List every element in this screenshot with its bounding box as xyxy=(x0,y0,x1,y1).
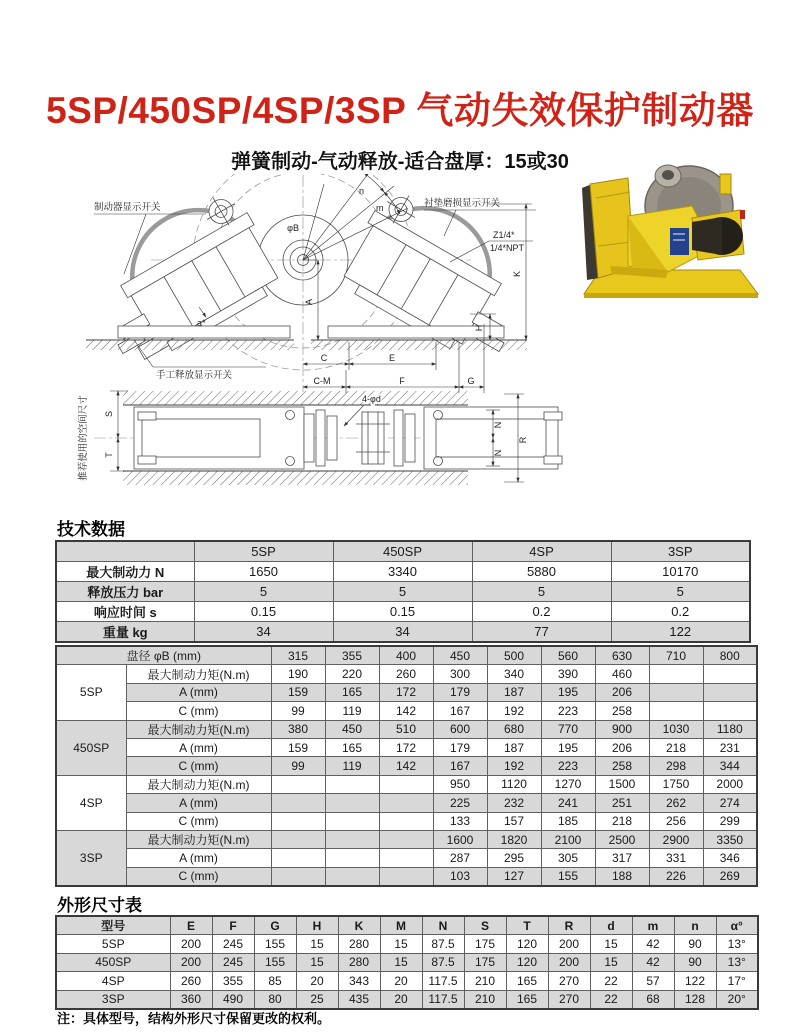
diameter-cell: 450 xyxy=(433,646,487,665)
footer-note: 注：具体型号，结构外形尺寸保留更改的权利。 xyxy=(57,1011,331,1026)
value-cell: 15 xyxy=(590,935,632,953)
row-label: 最大制动力 N xyxy=(56,562,194,582)
column-header: n xyxy=(674,916,716,935)
value-cell: 3350 xyxy=(703,830,757,848)
product-photo xyxy=(572,158,772,300)
value-cell xyxy=(271,775,325,793)
value-cell: 298 xyxy=(649,757,703,775)
value-cell: 165 xyxy=(506,990,548,1009)
value-cell: 460 xyxy=(595,665,649,683)
label-manual-release-switch: 手工释放显示开关 xyxy=(156,370,233,381)
dimension-table xyxy=(55,915,759,1010)
column-header: N xyxy=(422,916,464,935)
column-header: 3SP xyxy=(611,541,750,562)
model-cell: 4SP xyxy=(56,775,126,830)
value-cell: 450 xyxy=(325,720,379,738)
tech-data-row xyxy=(56,562,750,582)
value-cell: 5 xyxy=(472,582,611,602)
value-cell: 133 xyxy=(433,812,487,830)
value-cell xyxy=(649,702,703,720)
value-cell: 300 xyxy=(433,665,487,683)
value-cell: 77 xyxy=(472,622,611,643)
value-cell: 142 xyxy=(379,757,433,775)
value-cell: 34 xyxy=(333,622,472,643)
torque-data-row xyxy=(56,738,757,756)
value-cell: 251 xyxy=(595,794,649,812)
diameter-cell: 710 xyxy=(649,646,703,665)
dim-H: H xyxy=(474,324,484,332)
value-cell: 192 xyxy=(487,757,541,775)
torque-data-row xyxy=(56,665,757,683)
value-cell: 344 xyxy=(703,757,757,775)
value-cell: 226 xyxy=(649,867,703,886)
value-cell xyxy=(271,867,325,886)
value-cell: 34 xyxy=(194,622,333,643)
value-cell: 119 xyxy=(325,757,379,775)
column-header: R xyxy=(548,916,590,935)
tech-data-row xyxy=(56,582,750,602)
value-cell: 128 xyxy=(674,990,716,1009)
column-header: M xyxy=(380,916,422,935)
value-cell: 185 xyxy=(541,812,595,830)
value-cell: 122 xyxy=(674,972,716,990)
value-cell: 435 xyxy=(338,990,380,1009)
value-cell: 159 xyxy=(271,683,325,701)
dim-C: C xyxy=(320,353,328,363)
value-cell: 680 xyxy=(487,720,541,738)
value-cell: 90 xyxy=(674,953,716,971)
value-cell: 103 xyxy=(433,867,487,886)
value-cell: 142 xyxy=(379,702,433,720)
value-cell: 600 xyxy=(433,720,487,738)
value-cell: 1120 xyxy=(487,775,541,793)
value-cell: 5 xyxy=(611,582,750,602)
torque-data-row xyxy=(56,757,757,775)
column-header xyxy=(56,541,194,562)
value-cell: 380 xyxy=(271,720,325,738)
value-cell xyxy=(703,683,757,701)
diameter-header: 盘径 φB (mm) xyxy=(56,646,271,665)
value-cell: 42 xyxy=(632,935,674,953)
value-cell: 245 xyxy=(212,935,254,953)
row-label: C (mm) xyxy=(126,757,271,775)
value-cell xyxy=(325,794,379,812)
value-cell: 155 xyxy=(254,953,296,971)
value-cell: 179 xyxy=(433,683,487,701)
value-cell: 200 xyxy=(548,935,590,953)
dim-m: m xyxy=(376,203,384,213)
column-header: d xyxy=(590,916,632,935)
value-cell: 241 xyxy=(541,794,595,812)
value-cell xyxy=(379,830,433,848)
value-cell: 167 xyxy=(433,757,487,775)
row-label: A (mm) xyxy=(126,794,271,812)
value-cell: 15 xyxy=(380,953,422,971)
value-cell: 85 xyxy=(254,972,296,990)
page-title: 5SP/450SP/4SP/3SP 气动失效保护制动器 xyxy=(46,90,754,131)
dim-data-row xyxy=(56,935,758,953)
value-cell xyxy=(325,812,379,830)
value-cell: 165 xyxy=(325,683,379,701)
value-cell: 20 xyxy=(380,972,422,990)
torque-data-row xyxy=(56,794,757,812)
value-cell: 175 xyxy=(464,953,506,971)
dim-T: T xyxy=(104,452,114,458)
value-cell xyxy=(325,775,379,793)
value-cell: 15 xyxy=(296,953,338,971)
torque-data-row xyxy=(56,702,757,720)
value-cell: 187 xyxy=(487,683,541,701)
dim-N1: N xyxy=(493,421,503,429)
column-header: E xyxy=(170,916,212,935)
tech-data-row xyxy=(56,602,750,622)
value-cell: 99 xyxy=(271,757,325,775)
value-cell: 262 xyxy=(649,794,703,812)
plan-left-body xyxy=(134,407,337,469)
value-cell: 42 xyxy=(632,953,674,971)
value-cell: 87.5 xyxy=(422,935,464,953)
value-cell: 1500 xyxy=(595,775,649,793)
value-cell: 117.5 xyxy=(422,990,464,1009)
tech-data-table xyxy=(55,540,751,643)
column-header: H xyxy=(296,916,338,935)
diameter-cell: 630 xyxy=(595,646,649,665)
dim-F: F xyxy=(399,376,405,386)
value-cell: 231 xyxy=(703,738,757,756)
diameter-cell: 500 xyxy=(487,646,541,665)
value-cell: 232 xyxy=(487,794,541,812)
value-cell: 159 xyxy=(271,738,325,756)
value-cell: 245 xyxy=(212,953,254,971)
value-cell: 1030 xyxy=(649,720,703,738)
dim-data-row xyxy=(56,972,758,990)
value-cell: 258 xyxy=(595,757,649,775)
value-cell: 346 xyxy=(703,849,757,867)
value-cell xyxy=(379,794,433,812)
dim-A: A xyxy=(304,298,314,306)
value-cell: 20 xyxy=(296,972,338,990)
value-cell: 280 xyxy=(338,953,380,971)
value-cell: 5 xyxy=(333,582,472,602)
value-cell: 90 xyxy=(674,935,716,953)
model-cell: 450SP xyxy=(56,720,126,775)
page-subtitle: 弹簧制动-气动释放-适合盘厚：15或30 xyxy=(231,151,569,173)
value-cell: 192 xyxy=(487,702,541,720)
label-brake-switch: 制动器显示开关 xyxy=(94,202,161,213)
value-cell xyxy=(703,702,757,720)
column-header: F xyxy=(212,916,254,935)
value-cell: 15 xyxy=(380,935,422,953)
value-cell: 210 xyxy=(464,990,506,1009)
row-label: 重量 kg xyxy=(56,622,194,643)
label-bolt-holes: 4-φd xyxy=(362,394,381,404)
value-cell: 157 xyxy=(487,812,541,830)
value-cell: 13° xyxy=(716,935,758,953)
dimension-heading: 外形尺寸表 xyxy=(57,896,142,915)
value-cell: 260 xyxy=(170,972,212,990)
value-cell xyxy=(271,849,325,867)
value-cell: 165 xyxy=(506,972,548,990)
value-cell: 5 xyxy=(194,582,333,602)
value-cell: 260 xyxy=(379,665,433,683)
value-cell: 280 xyxy=(338,935,380,953)
value-cell: 355 xyxy=(212,972,254,990)
value-cell: 120 xyxy=(506,935,548,953)
diameter-cell: 400 xyxy=(379,646,433,665)
value-cell: 270 xyxy=(548,972,590,990)
value-cell xyxy=(649,665,703,683)
value-cell: 120 xyxy=(506,953,548,971)
column-header: 5SP xyxy=(194,541,333,562)
value-cell: 274 xyxy=(703,794,757,812)
value-cell: 87.5 xyxy=(422,953,464,971)
torque-data-row xyxy=(56,830,757,848)
value-cell: 15 xyxy=(296,935,338,953)
value-cell xyxy=(271,830,325,848)
torque-table xyxy=(55,645,758,887)
value-cell: 490 xyxy=(212,990,254,1009)
value-cell: 13° xyxy=(716,953,758,971)
value-cell xyxy=(379,867,433,886)
dim-phiB: φB xyxy=(287,223,299,233)
value-cell: 117.5 xyxy=(422,972,464,990)
value-cell: 223 xyxy=(541,757,595,775)
diameter-cell: 355 xyxy=(325,646,379,665)
value-cell: 200 xyxy=(548,953,590,971)
value-cell: 187 xyxy=(487,738,541,756)
diameter-cell: 560 xyxy=(541,646,595,665)
model-cell: 450SP xyxy=(56,953,170,971)
value-cell: 25 xyxy=(296,990,338,1009)
value-cell: 17° xyxy=(716,972,758,990)
value-cell xyxy=(379,849,433,867)
row-label: 最大制动力矩(N.m) xyxy=(126,665,271,683)
torque-data-row xyxy=(56,867,757,886)
torque-data-row xyxy=(56,849,757,867)
value-cell xyxy=(649,683,703,701)
value-cell: 287 xyxy=(433,849,487,867)
value-cell: 220 xyxy=(325,665,379,683)
dim-data-row xyxy=(56,990,758,1009)
value-cell xyxy=(379,775,433,793)
dim-a: a* xyxy=(197,318,206,328)
row-label: C (mm) xyxy=(126,702,271,720)
column-header: 型号 xyxy=(56,916,170,935)
value-cell: 179 xyxy=(433,738,487,756)
value-cell: 1820 xyxy=(487,830,541,848)
value-cell: 22 xyxy=(590,990,632,1009)
torque-data-row xyxy=(56,720,757,738)
value-cell: 122 xyxy=(611,622,750,643)
value-cell: 218 xyxy=(595,812,649,830)
name-plate xyxy=(670,228,689,255)
value-cell xyxy=(703,665,757,683)
value-cell: 195 xyxy=(541,738,595,756)
value-cell xyxy=(271,812,325,830)
value-cell: 0.2 xyxy=(611,602,750,622)
value-cell: 1750 xyxy=(649,775,703,793)
value-cell: 206 xyxy=(595,738,649,756)
value-cell: 317 xyxy=(595,849,649,867)
label-thread-bottom: 1/4*NPT xyxy=(490,243,525,253)
row-label: A (mm) xyxy=(126,738,271,756)
value-cell: 1270 xyxy=(541,775,595,793)
value-cell: 0.2 xyxy=(472,602,611,622)
value-cell: 2900 xyxy=(649,830,703,848)
value-cell: 172 xyxy=(379,738,433,756)
value-cell: 200 xyxy=(170,953,212,971)
value-cell: 155 xyxy=(254,935,296,953)
value-cell: 5880 xyxy=(472,562,611,582)
value-cell: 167 xyxy=(433,702,487,720)
dim-header-row xyxy=(56,916,758,935)
dim-E: E xyxy=(388,353,396,363)
bottom-wall xyxy=(123,471,468,485)
model-cell: 3SP xyxy=(56,990,170,1009)
value-cell xyxy=(379,812,433,830)
row-label: A (mm) xyxy=(126,849,271,867)
row-label: 最大制动力矩(N.m) xyxy=(126,775,271,793)
label-pad-wear-switch: 衬垫磨损显示开关 xyxy=(424,198,501,209)
top-wall xyxy=(123,391,468,405)
column-header: 4SP xyxy=(472,541,611,562)
column-header: T xyxy=(506,916,548,935)
diameter-cell: 315 xyxy=(271,646,325,665)
column-header: α° xyxy=(716,916,758,935)
value-cell: 225 xyxy=(433,794,487,812)
value-cell: 360 xyxy=(170,990,212,1009)
dim-CM: C-M xyxy=(313,376,331,386)
value-cell: 218 xyxy=(649,738,703,756)
value-cell: 2500 xyxy=(595,830,649,848)
dim-N2: N xyxy=(493,449,503,457)
value-cell: 950 xyxy=(433,775,487,793)
value-cell xyxy=(271,794,325,812)
value-cell: 15 xyxy=(590,953,632,971)
dim-n: n xyxy=(359,186,365,196)
dim-S: S xyxy=(104,410,114,418)
column-header: 450SP xyxy=(333,541,472,562)
technical-drawing xyxy=(56,174,570,512)
torque-header-row xyxy=(56,646,757,665)
value-cell: 10170 xyxy=(611,562,750,582)
row-label: A (mm) xyxy=(126,683,271,701)
model-cell: 3SP xyxy=(56,830,126,886)
torque-data-row xyxy=(56,775,757,793)
value-cell: 155 xyxy=(541,867,595,886)
value-cell: 188 xyxy=(595,867,649,886)
value-cell: 1650 xyxy=(194,562,333,582)
value-cell: 190 xyxy=(271,665,325,683)
dim-K: K xyxy=(512,270,522,278)
value-cell: 3340 xyxy=(333,562,472,582)
dim-data-row xyxy=(56,953,758,971)
label-space-note: 推荐使用的空间尺寸 xyxy=(78,395,89,481)
row-label: 最大制动力矩(N.m) xyxy=(126,830,271,848)
value-cell: 256 xyxy=(649,812,703,830)
value-cell: 20° xyxy=(716,990,758,1009)
value-cell: 0.15 xyxy=(194,602,333,622)
value-cell: 305 xyxy=(541,849,595,867)
value-cell: 2000 xyxy=(703,775,757,793)
row-label: C (mm) xyxy=(126,867,271,886)
value-cell: 127 xyxy=(487,867,541,886)
value-cell: 80 xyxy=(254,990,296,1009)
column-header: G xyxy=(254,916,296,935)
value-cell: 210 xyxy=(464,972,506,990)
value-cell: 175 xyxy=(464,935,506,953)
value-cell: 1180 xyxy=(703,720,757,738)
model-cell: 4SP xyxy=(56,972,170,990)
value-cell: 510 xyxy=(379,720,433,738)
value-cell: 270 xyxy=(548,990,590,1009)
value-cell: 172 xyxy=(379,683,433,701)
row-label: 最大制动力矩(N.m) xyxy=(126,720,271,738)
row-label: 释放压力 bar xyxy=(56,582,194,602)
value-cell: 295 xyxy=(487,849,541,867)
value-cell: 299 xyxy=(703,812,757,830)
column-header: m xyxy=(632,916,674,935)
value-cell: 900 xyxy=(595,720,649,738)
diameter-cell: 800 xyxy=(703,646,757,665)
value-cell: 99 xyxy=(271,702,325,720)
tech-data-row xyxy=(56,622,750,643)
row-label: C (mm) xyxy=(126,812,271,830)
torque-data-row xyxy=(56,812,757,830)
torque-data-row xyxy=(56,683,757,701)
value-cell: 119 xyxy=(325,702,379,720)
model-cell: 5SP xyxy=(56,935,170,953)
value-cell: 258 xyxy=(595,702,649,720)
value-cell: 57 xyxy=(632,972,674,990)
value-cell: 0.15 xyxy=(333,602,472,622)
value-cell: 195 xyxy=(541,683,595,701)
value-cell: 770 xyxy=(541,720,595,738)
column-header: K xyxy=(338,916,380,935)
value-cell: 223 xyxy=(541,702,595,720)
value-cell xyxy=(325,849,379,867)
value-cell: 206 xyxy=(595,683,649,701)
value-cell: 1600 xyxy=(433,830,487,848)
value-cell: 340 xyxy=(487,665,541,683)
value-cell: 200 xyxy=(170,935,212,953)
value-cell: 2100 xyxy=(541,830,595,848)
dim-R: R xyxy=(518,436,528,444)
value-cell: 390 xyxy=(541,665,595,683)
value-cell: 165 xyxy=(325,738,379,756)
value-cell: 20 xyxy=(380,990,422,1009)
row-label: 响应时间 s xyxy=(56,602,194,622)
value-cell xyxy=(325,830,379,848)
value-cell: 22 xyxy=(590,972,632,990)
value-cell: 68 xyxy=(632,990,674,1009)
dim-G: G xyxy=(467,376,475,386)
model-cell: 5SP xyxy=(56,665,126,720)
value-cell xyxy=(325,867,379,886)
label-thread-top: Z1/4* xyxy=(493,230,515,240)
value-cell: 343 xyxy=(338,972,380,990)
column-header: S xyxy=(464,916,506,935)
tech-data-heading: 技术数据 xyxy=(57,520,125,539)
tech-header-row xyxy=(56,541,750,562)
value-cell: 331 xyxy=(649,849,703,867)
value-cell: 269 xyxy=(703,867,757,886)
